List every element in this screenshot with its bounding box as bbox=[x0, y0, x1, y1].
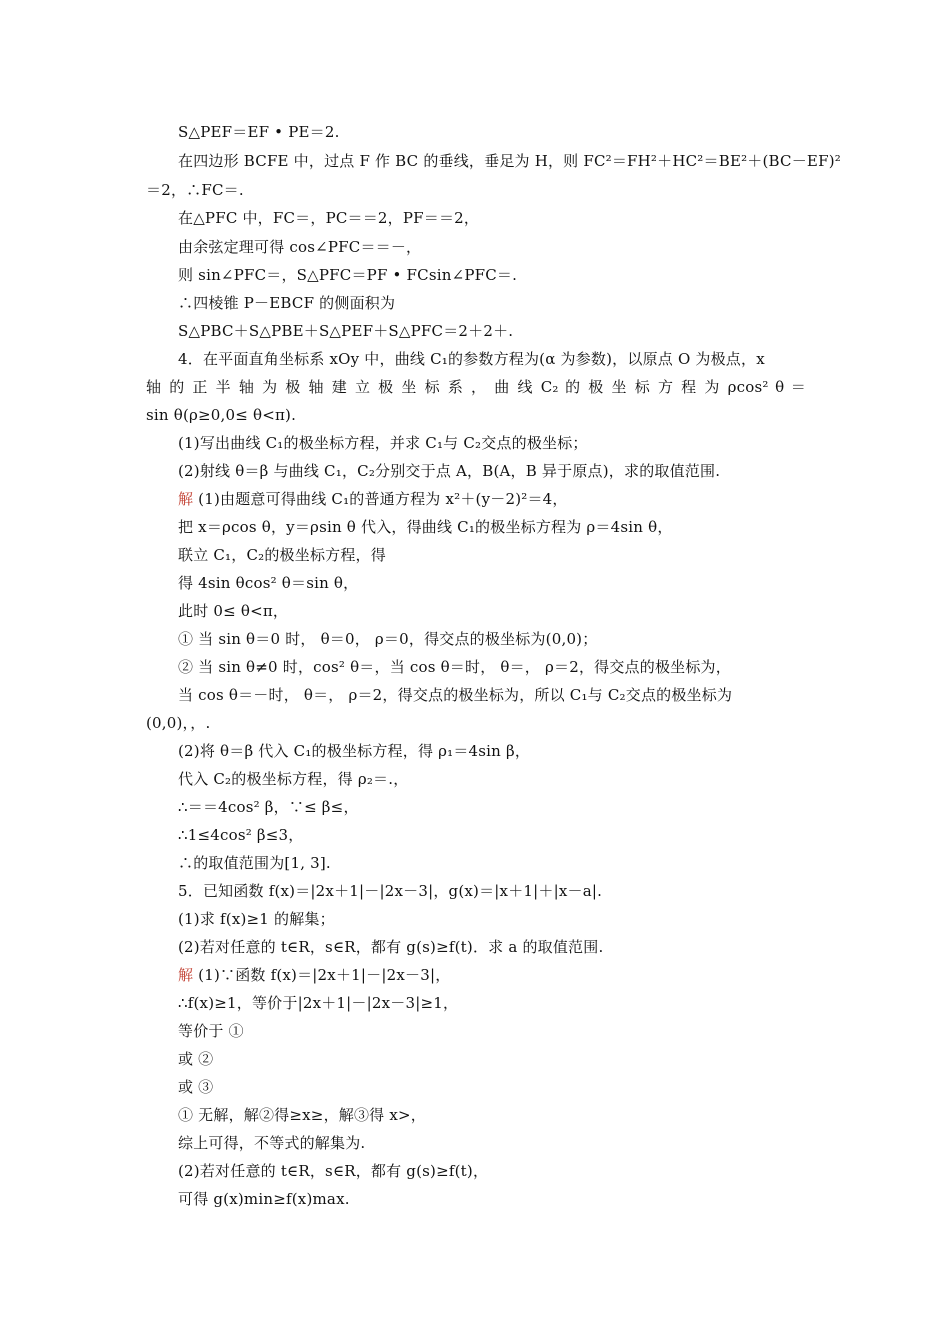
text-line-7: ∴四棱锥 P－EBCF 的侧面积为 bbox=[178, 294, 396, 312]
solution-5-line bbox=[178, 966, 450, 984]
text-line-26: ∴1≤4cos² β≤3， bbox=[178, 826, 304, 844]
text-line-34: 或 ② bbox=[178, 1050, 214, 1068]
text-line-36: ① 无解，解②得≥x≥，解③得 x>， bbox=[178, 1106, 426, 1124]
text-line-30: (2)若对任意的 t∈R，s∈R，都有 g(s)≥f(t)．求 a 的取值范围. bbox=[178, 938, 604, 956]
text-line-27: ∴的取值范围为[1, 3]. bbox=[178, 854, 331, 872]
text-line-16: 联立 C₁，C₂的极坐标方程，得 bbox=[178, 546, 386, 564]
text-line-17: 得 4sin θcos² θ＝sin θ， bbox=[178, 574, 359, 592]
text-line-2: 在四边形 BCFE 中，过点 F 作 BC 的垂线，垂足为 H，则 FC²＝FH²＋HC²＝BE²＋(BC－EF)² bbox=[178, 152, 841, 170]
text-line-12: (1)写出曲线 C₁的极坐标方程，并求 C₁与 C₂交点的极坐标； bbox=[178, 434, 588, 452]
text-line-21: 当 cos θ＝－时， θ＝， ρ＝2，得交点的极坐标为，所以 C₁与 C₂交点的极坐标为 bbox=[178, 686, 733, 704]
text-line-6: 则 sin∠PFC＝，S△PFC＝PF • FCsin∠PFC＝. bbox=[178, 266, 518, 284]
text-line-37: 综上可得，不等式的解集为. bbox=[178, 1134, 366, 1152]
text-line-19: ① 当 sin θ＝0 时， θ＝0， ρ＝0，得交点的极坐标为(0,0)； bbox=[178, 630, 598, 648]
text-line-29: (1)求 f(x)≥1 的解集； bbox=[178, 910, 335, 928]
text-line-35: 或 ③ bbox=[178, 1078, 214, 1096]
text-line-38: (2)若对任意的 t∈R，s∈R，都有 g(s)≥f(t)， bbox=[178, 1162, 489, 1180]
solution-text: (1)由题意可得曲线 C₁的普通方程为 x²＋(y－2)²＝4， bbox=[193, 490, 568, 508]
text-line-4: 在△PFC 中，FC＝，PC＝＝2，PF＝＝2， bbox=[178, 209, 480, 227]
text-line-10: 轴 的 正 半 轴 为 极 轴 建 立 极 坐 标 系 ， 曲 线 C₂ 的 极 坐 标 方 程 为 ρcos² θ ＝ bbox=[146, 378, 806, 396]
text-line-20: ② 当 sin θ≠0 时，cos² θ＝，当 cos θ＝时， θ＝， ρ＝2，得交点的极坐标为， bbox=[178, 658, 731, 676]
text-line-3: ＝2，∴FC＝. bbox=[146, 181, 244, 199]
text-line-13: (2)射线 θ＝β 与曲线 C₁，C₂分别交于点 A，B(A，B 异于原点)，求的取值范围. bbox=[178, 462, 721, 480]
text-line-24: 代入 C₂的极坐标方程，得 ρ₂＝.， bbox=[178, 770, 409, 788]
text-line-22: (0,0)，，. bbox=[146, 714, 211, 732]
text-line-23: (2)将 θ＝β 代入 C₁的极坐标方程，得 ρ₁＝4sin β， bbox=[178, 742, 531, 760]
text-line-32: ∴f(x)≥1，等价于|2x＋1|－|2x－3|≥1， bbox=[178, 994, 459, 1012]
problem-5-statement: 5．已知函数 f(x)＝|2x＋1|－|2x－3|，g(x)＝|x＋1|＋|x－a|. bbox=[178, 882, 603, 900]
text-line-1: S△PEF＝EF • PE＝2. bbox=[178, 123, 340, 141]
solution-label: 解 bbox=[178, 966, 194, 984]
problem-4-statement: 4．在平面直角坐标系 xOy 中，曲线 C₁的参数方程为(α 为参数)，以原点 O 为极点，x bbox=[178, 350, 765, 368]
solution-label: 解 bbox=[178, 490, 194, 508]
text-line-25: ∴＝＝4cos² β，∵≤ β≤， bbox=[178, 798, 359, 816]
text-line-15: 把 x＝ρcos θ，y＝ρsin θ 代入，得曲线 C₁的极坐标方程为 ρ＝4sin θ， bbox=[178, 518, 673, 536]
solution-text: (1)∵函数 f(x)＝|2x＋1|－|2x－3|， bbox=[193, 966, 451, 984]
text-line-8: S△PBC＋S△PBE＋S△PEF＋S△PFC＝2＋2＋. bbox=[178, 322, 514, 340]
solution-4-line bbox=[178, 490, 568, 508]
text-line-18: 此时 0≤ θ<π， bbox=[178, 602, 289, 620]
text-line-39: 可得 g(x)min≥f(x)max. bbox=[178, 1190, 350, 1208]
text-line-33: 等价于 ① bbox=[178, 1022, 244, 1040]
text-line-5: 由余弦定理可得 cos∠PFC＝＝－， bbox=[178, 238, 422, 256]
text-line-11: sin θ(ρ≥0,0≤ θ<π). bbox=[146, 406, 297, 424]
